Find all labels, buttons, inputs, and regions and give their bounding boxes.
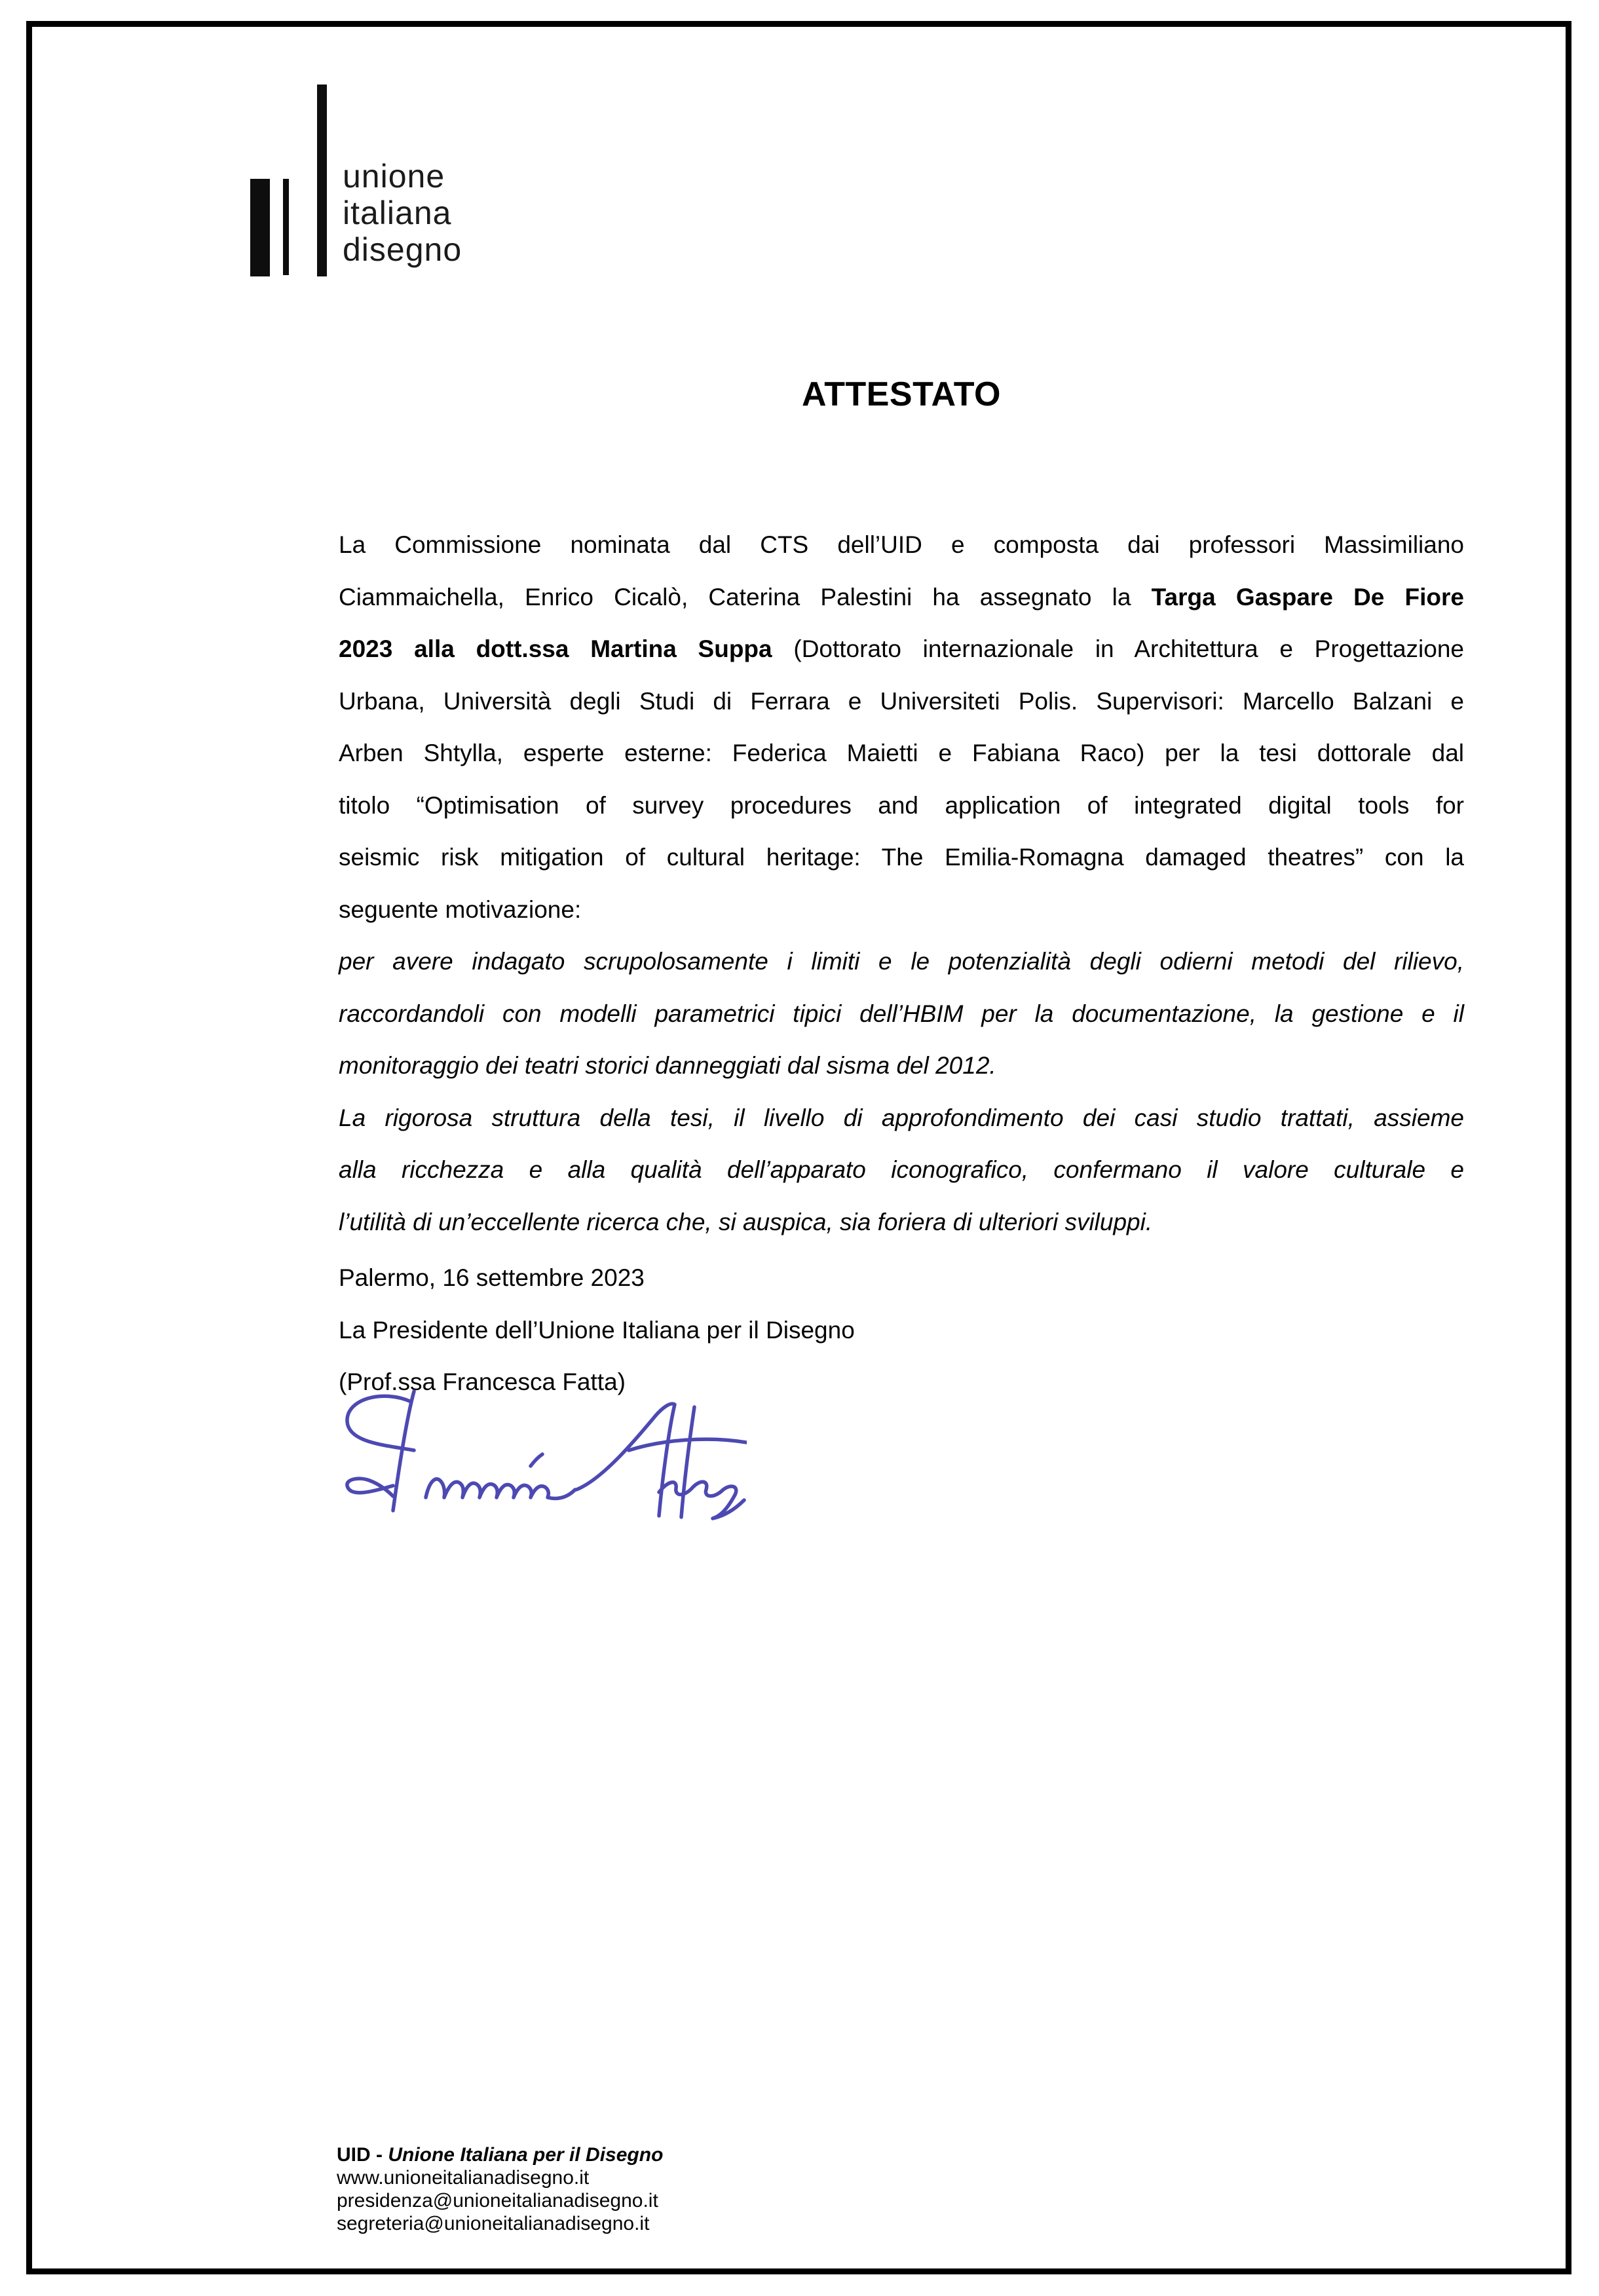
signature-stroke: [347, 1391, 414, 1511]
text-run: Arben Shtylla, esperte esterne: Federica Maietti e Fabiana Raco) per la tesi dottorale dal: [339, 740, 1464, 766]
body-line: [339, 1144, 1464, 1196]
logo-bar-icon: [250, 179, 270, 276]
footer-org-abbrev: UID -: [337, 2144, 388, 2166]
text-run: l’utilità di un’eccellente ricerca che, si auspica, sia foriera di ulteriori sviluppi.: [339, 1208, 1153, 1235]
uid-logo: [250, 85, 552, 281]
text-run: Urbana, Università degli Studi di Ferrara e Universiteti Polis. Supervisori: Marcello Balzani e: [339, 687, 1464, 715]
body-line: [339, 1040, 1464, 1092]
handwritten-signature: [328, 1387, 747, 1532]
body-line: [339, 519, 1464, 571]
text-run: monitoraggio dei teatri storici danneggiati dal sisma del 2012.: [339, 1052, 996, 1079]
text-run: seguente motivazione:: [339, 895, 582, 923]
logo-wordmark: [343, 158, 462, 268]
footer-website: www.unioneitalianadisegno.it: [337, 2167, 590, 2189]
footer-org-name: Unione Italiana per il Disegno: [388, 2144, 664, 2166]
footer-email-segreteria: segreteria@unioneitalianadisegno.it: [337, 2213, 650, 2234]
body-line: [339, 884, 1464, 936]
text-run: titolo “Optimisation of survey procedures and application of integrated digital tools for: [339, 791, 1464, 819]
body-line: [339, 623, 1464, 675]
signer-name: (Prof.ssa Francesca Fatta): [339, 1368, 626, 1395]
text-run: alla ricchezza e alla qualità dell’apparato iconografico, confermano il valore culturale e: [339, 1156, 1464, 1183]
text-run: seismic risk mitigation of cultural heritage: The Emilia-Romagna damaged theatres” con la: [339, 844, 1464, 871]
place-and-date: Palermo, 16 settembre 2023: [339, 1264, 645, 1291]
body-line: [339, 675, 1464, 728]
text-run: per avere indagato scrupolosamente i limiti e le potenzialità degli odierni metodi del rilievo,: [339, 948, 1464, 975]
text-run: (Dottorato internazionale in Architettura e Progettazione: [772, 635, 1464, 662]
text-run: Targa Gaspare De Fiore: [1151, 583, 1465, 611]
closing-block: [339, 1252, 1464, 1408]
body-line: [339, 780, 1464, 832]
page-title: ATTESTATO: [802, 375, 1001, 413]
body-line: [339, 935, 1464, 988]
signature-stroke: [426, 1454, 575, 1499]
logo-word: italiana: [343, 195, 452, 231]
logo-word: unione: [343, 158, 445, 195]
body-line: [339, 727, 1464, 780]
text-run: Ciammaichella, Enrico Cicalò, Caterina Palestini ha assegnato la: [339, 583, 1152, 611]
footer-org-line: [337, 2143, 1123, 2166]
certificate-body: [339, 519, 1464, 1248]
footer: [337, 2143, 1123, 2235]
logo-bar-icon: [283, 179, 289, 275]
body-line: [339, 1196, 1464, 1249]
body-line: [339, 831, 1464, 884]
text-run: raccordandoli con modelli parametrici tipici dell’HBIM per la documentazione, la gestione e il: [339, 1000, 1464, 1027]
body-line: [339, 988, 1464, 1040]
text-run: La rigorosa struttura della tesi, il livello di approfondimento dei casi studio trattati, assieme: [339, 1104, 1464, 1131]
footer-email-presidenza: presidenza@unioneitalianadisegno.it: [337, 2190, 658, 2211]
body-line: [339, 571, 1464, 624]
signer-role: La Presidente dell’Unione Italiana per il Disegno: [339, 1316, 855, 1344]
text-run: La Commissione nominata dal CTS dell’UID e composta dai professori Massimiliano: [339, 531, 1464, 558]
logo-word: disegno: [343, 231, 462, 268]
logo-bar-icon: [317, 85, 327, 276]
signature-stroke: [576, 1404, 747, 1518]
body-line: [339, 1092, 1464, 1144]
text-run: 2023 alla dott.ssa Martina Suppa: [339, 635, 772, 662]
